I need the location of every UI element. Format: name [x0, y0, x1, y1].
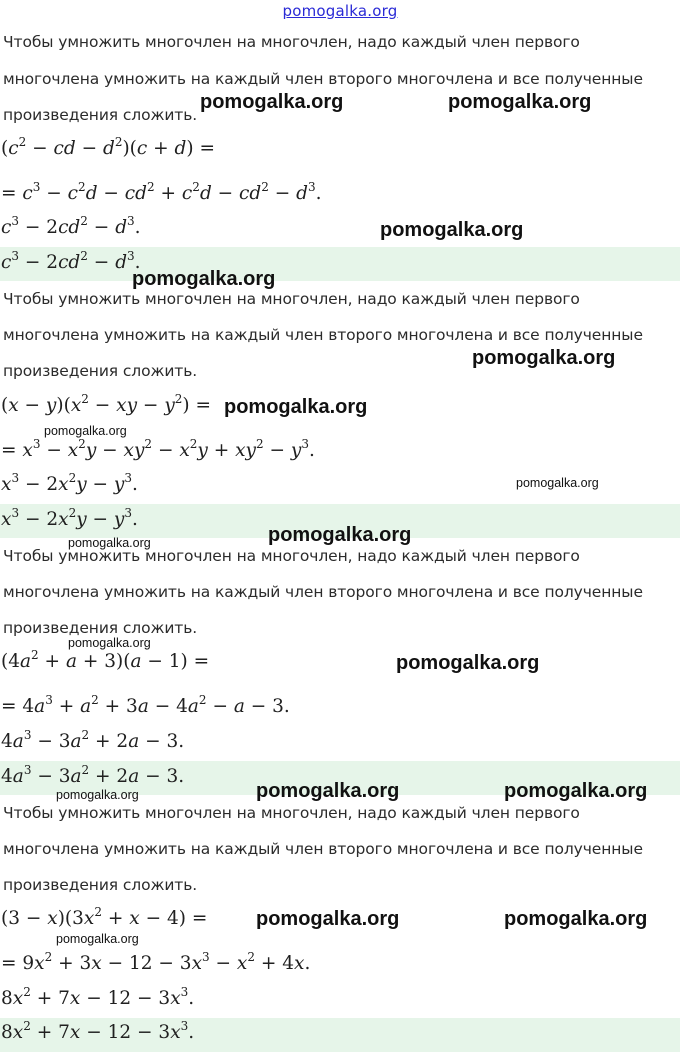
site-link[interactable]: pomogalka.org	[282, 2, 398, 20]
watermark: pomogalka.org	[224, 396, 368, 418]
rule-line-3: произведения сложить.	[3, 876, 198, 894]
problem-expression: ($c^2$ − cd − $d^2)(c + d)$ =	[1, 135, 215, 159]
watermark: pomogalka.org	[504, 780, 648, 802]
watermark: pomogalka.org	[396, 652, 540, 674]
rule-line-2: многочлена умножить на каждый член второго многочлена и все полученные	[3, 583, 643, 601]
watermark: pomogalka.org	[516, 476, 599, 490]
watermark: pomogalka.org	[448, 91, 592, 113]
watermark: pomogalka.org	[56, 932, 139, 946]
rule-line-2: многочлена умножить на каждый член второго многочлена и все полученные	[3, 70, 643, 88]
simplified-expression: $x^3 - 2x^2y - y^3$.	[1, 471, 138, 495]
watermark: pomogalka.org	[256, 780, 400, 802]
problem-expression: $(3 - x)(3x^2 + x - 4)$ =	[1, 905, 208, 929]
problem-expression: $(x - y)(x^2$ − xy − $y^2$) =	[1, 392, 212, 416]
answer-expression: $4a^3 - 3a^2 + 2a - 3$.	[1, 763, 185, 787]
watermark: pomogalka.org	[380, 219, 524, 241]
watermark: pomogalka.org	[44, 424, 127, 438]
watermark: pomogalka.org	[68, 636, 151, 650]
rule-line-1: Чтобы умножить многочлен на многочлен, надо каждый член первого	[3, 547, 580, 565]
rule-line-1: Чтобы умножить многочлен на многочлен, надо каждый член первого	[3, 804, 580, 822]
rule-line-3: произведения сложить.	[3, 362, 198, 380]
watermark: pomogalka.org	[472, 347, 616, 369]
rule-line-3: произведения сложить.	[3, 619, 198, 637]
watermark: pomogalka.org	[68, 536, 151, 550]
simplified-expression: $c^3 - 2cd^2 - d^3$.	[1, 214, 141, 238]
watermark: pomogalka.org	[504, 908, 648, 930]
answer-expression: $8x^2 + 7x - 12 - 3x^3$.	[1, 1019, 195, 1043]
simplified-expression: $8x^2 + 7x - 12 - 3x^3$.	[1, 985, 195, 1009]
watermark: pomogalka.org	[268, 524, 412, 546]
expansion-expression: = $x^3 - x^2y - xy^2 - x^2y + xy^2 - y^3$.	[1, 437, 315, 461]
rule-line-1: Чтобы умножить многочлен на многочлен, надо каждый член первого	[3, 33, 580, 51]
expansion-expression: = $4a^3 + a^2 + 3a - 4a^2 - a - 3$.	[1, 693, 290, 717]
watermark: pomogalka.org	[200, 91, 344, 113]
answer-expression: $x^3 - 2x^2y - y^3$.	[1, 506, 138, 530]
rule-line-2: многочлена умножить на каждый член второго многочлена и все полученные	[3, 840, 643, 858]
problem-expression: $(4a^2 + a + 3)(a - 1)$ =	[1, 648, 210, 672]
watermark: pomogalka.org	[56, 788, 139, 802]
expansion-expression: = $9x^2 + 3x - 12 - 3x^3 - x^2 + 4x$.	[1, 950, 311, 974]
rule-line-1: Чтобы умножить многочлен на многочлен, надо каждый член первого	[3, 290, 580, 308]
watermark: pomogalka.org	[256, 908, 400, 930]
watermark: pomogalka.org	[132, 268, 276, 290]
simplified-expression: $4a^3 - 3a^2 + 2a - 3$.	[1, 728, 185, 752]
rule-line-3: произведения сложить.	[3, 106, 198, 124]
answer-expression: $c^3 - 2cd^2 - d^3$.	[1, 249, 141, 273]
expansion-expression: = $c^3 - c^2d - cd^2 + c^2d - cd^2 - d^3$.	[1, 180, 322, 204]
rule-line-2: многочлена умножить на каждый член второго многочлена и все полученные	[3, 326, 643, 344]
